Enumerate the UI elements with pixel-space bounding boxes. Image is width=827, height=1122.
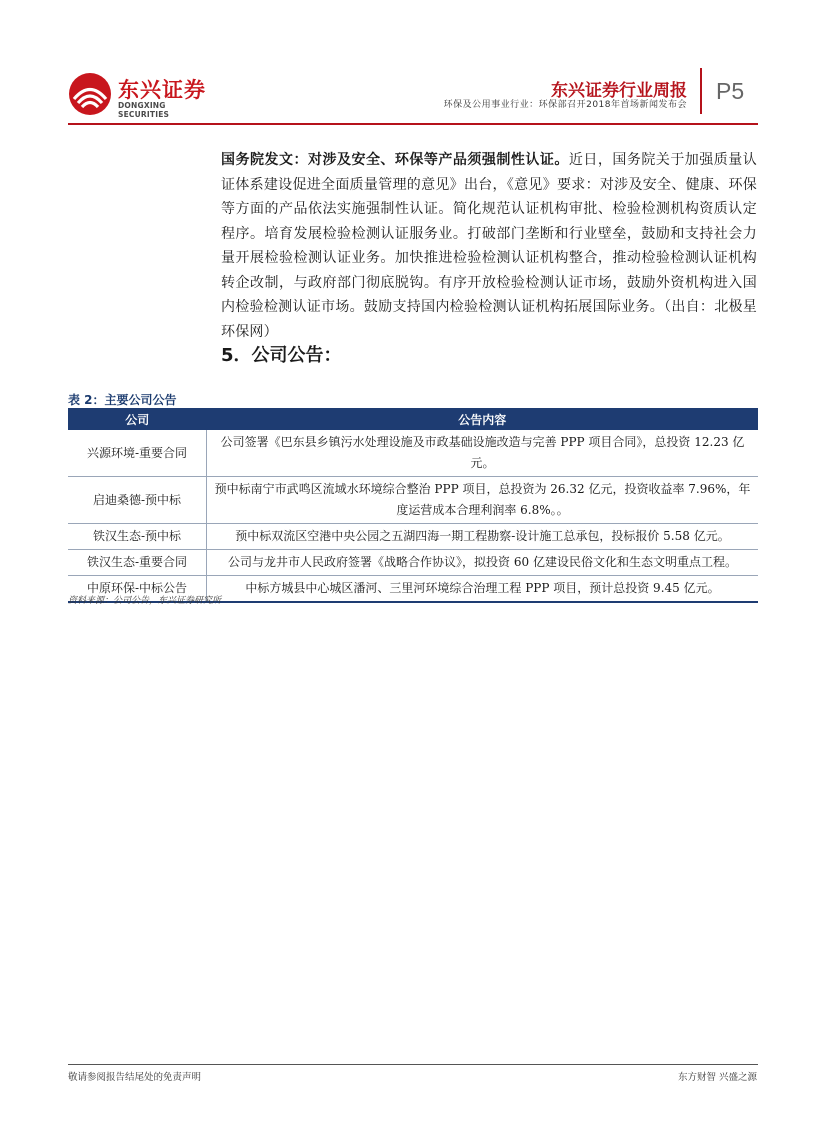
- content-cell: 预中标南宁市武鸣区流域水环境综合整治 PPP 项目，总投资为 26.32 亿元，投资收益率 7.96%，年度运营成本合理利润率 6.8%。。: [207, 477, 759, 524]
- footer-rule: [68, 1064, 758, 1065]
- header-rule: [68, 123, 758, 125]
- page-number: P5: [716, 78, 745, 104]
- company-cell: 启迪桑德-预中标: [68, 477, 207, 524]
- dongxing-logo-icon: [68, 72, 112, 116]
- logo-chinese-name: 东兴证券: [118, 78, 206, 102]
- report-title: 东兴证券行业周报: [551, 81, 687, 101]
- paragraph-text: 近日，国务院关于加强质量认证体系建设促进全面质量管理的意见》出台，《意见》要求：对涉及安全、健康、环保等方面的产品依法实施强制性认证。简化规范认证机构审批、检验检测机构资质认定程序。培育发展检验检测认证服务业。打破部门垄断和行业壁垒，鼓励和支持社会力量开展检验检测认证业务。加快推进检验检测认证机构整合，推动检验检测认证机构转企改制，与政府部门彻底脱钩。有序开放检验检测认证市场，鼓励外资机构进入国内检验检测认证市场。鼓励支持国内检验检测认证机构拓展国际业务。（出自：北极星环保网）: [221, 152, 757, 340]
- company-cell: 铁汉生态-预中标: [68, 524, 207, 550]
- table-header-row: [68, 408, 758, 430]
- footer-slogan: 东方财智 兴盛之源: [677, 1072, 757, 1083]
- table-row: [68, 550, 758, 576]
- company-logo: [68, 72, 218, 118]
- header-divider: [700, 68, 702, 114]
- table-caption: 表 2：主要公司公告: [68, 393, 177, 407]
- company-cell: 铁汉生态-重要合同: [68, 550, 207, 576]
- content-cell: 公司与龙井市人民政府签署《战略合作协议》，拟投资 60 亿建设民俗文化和生态文明重点工程。: [207, 550, 759, 576]
- company-cell: 中原环保-中标公告: [68, 576, 207, 603]
- news-paragraph: [221, 148, 757, 344]
- header-content: 公告内容: [207, 408, 759, 430]
- table-source: 资料来源：公司公告，东兴证券研究所: [68, 596, 222, 606]
- table-row: [68, 430, 758, 477]
- content-cell: 预中标双流区空港中央公园之五湖四海一期工程勘察-设计施工总承包，投标报价 5.58 亿元。: [207, 524, 759, 550]
- content-cell: 公司签署《巴东县乡镇污水处理设施及市政基础设施改造与完善 PPP 项目合同》，总投资 12.23 亿元。: [207, 430, 759, 477]
- logo-english-name: DONGXING SECURITIES: [118, 101, 170, 119]
- header-company: 公司: [68, 408, 207, 430]
- table-row: [68, 524, 758, 550]
- table-row: [68, 477, 758, 524]
- section-heading: 5．公司公告：: [221, 345, 342, 366]
- report-subtitle: 环保及公用事业行业：环保部召开2018年首场新闻发布会: [443, 100, 687, 110]
- paragraph-lead: 国务院发文：对涉及安全、环保等产品须强制性认证。: [221, 152, 569, 168]
- company-cell: 兴源环境-重要合同: [68, 430, 207, 477]
- content-cell: 中标方城县中心城区潘河、三里河环境综合治理工程 PPP 项目，预计总投资 9.45 亿元。: [207, 576, 759, 603]
- announcement-table: [68, 408, 758, 603]
- footer-disclaimer: 敬请参阅报告结尾处的免责声明: [68, 1072, 202, 1083]
